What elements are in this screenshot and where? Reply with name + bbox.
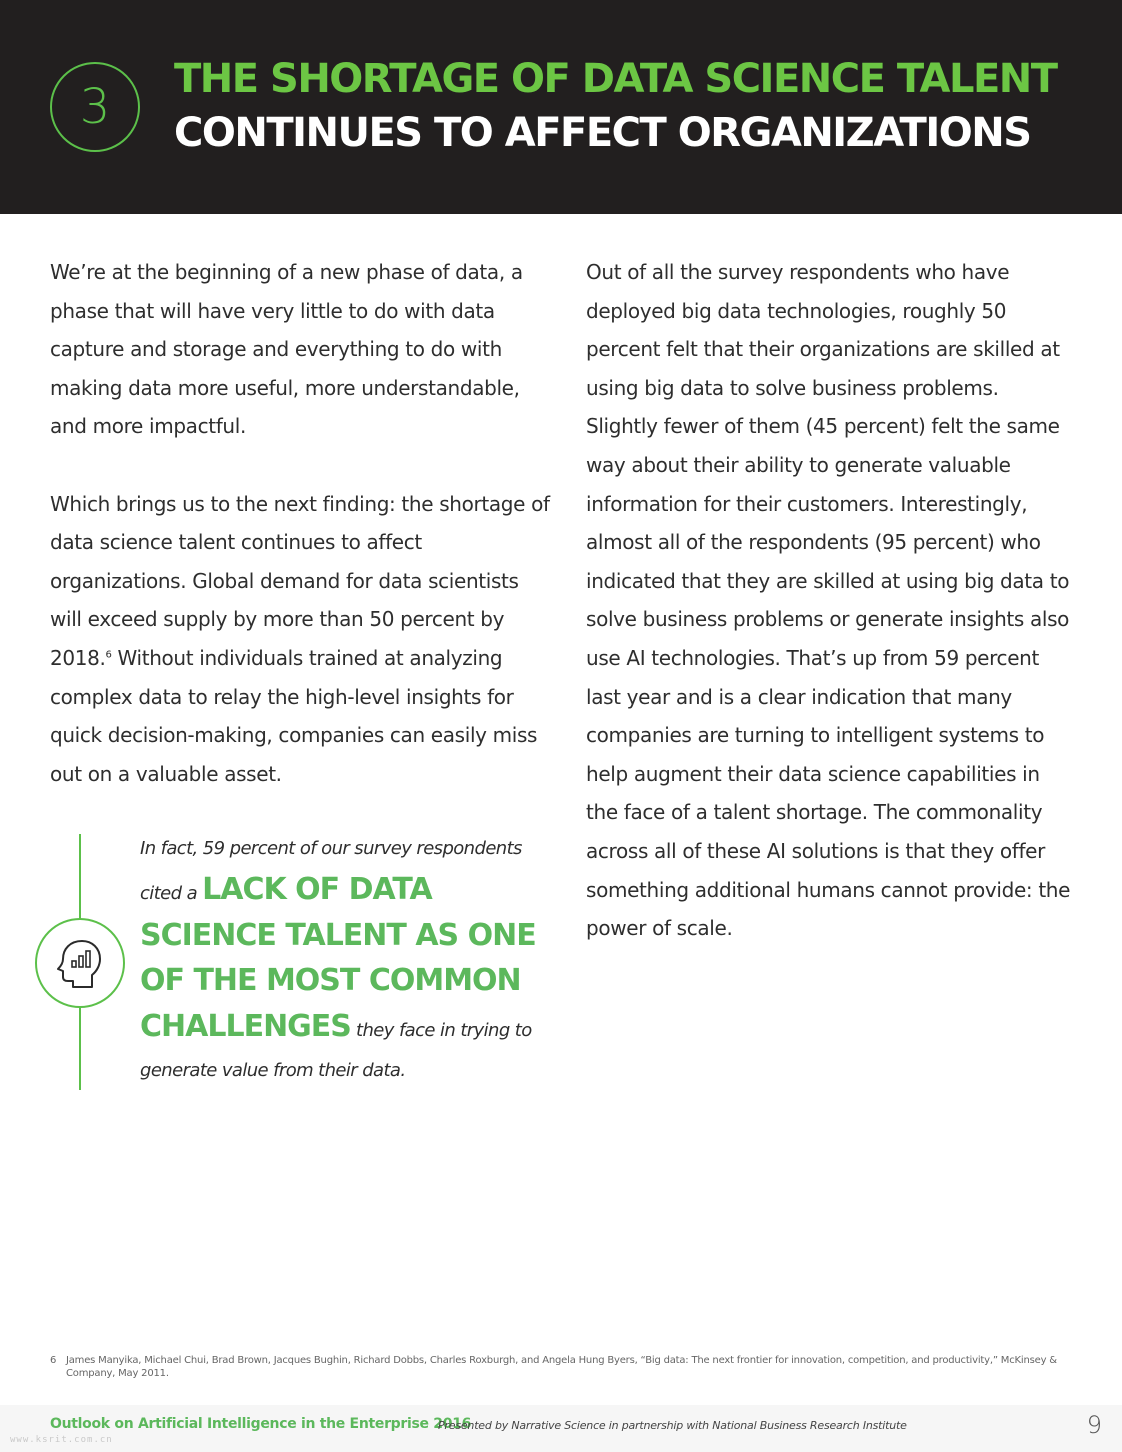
left-paragraph-2: [50, 485, 550, 794]
left-column: [50, 253, 550, 793]
footnote-reference[interactable]: 6: [105, 649, 112, 661]
callout-last-line: generate value from their data.: [140, 1060, 406, 1081]
left-paragraph-1: We’re at the beginning of a new phase of data, a phase that will have very little to do with data capture and storage and everything to do with making data more useful, more understandable, and more impactful.: [50, 260, 523, 439]
footnote-text: James Manyika, Michael Chui, Brad Brown, Jacques Bughin, Richard Dobbs, Charles Roxburgh, and Angela Hung Byers, “Big data: The next frontier for innovation, competition, and productivity,” McKinsey & Company, May 2011.: [66, 1355, 1057, 1379]
page-footer: [0, 1405, 1122, 1452]
footnote: [50, 1354, 1060, 1380]
callout-line-5: [140, 1009, 532, 1044]
footnote-number: 6: [50, 1355, 57, 1366]
callout-line-1: In fact, 59 percent of our survey respondents: [140, 838, 522, 859]
footer-subtitle: Presented by Narrative Science in partnership with National Business Research Institute: [438, 1419, 907, 1432]
page-header: [0, 0, 1122, 214]
head-with-bar-chart-icon: [35, 918, 125, 1008]
callout-highlight-3: OF THE MOST COMMON: [140, 963, 521, 998]
right-paragraph-1: Out of all the survey respondents who have deployed big data technologies, roughly 50 percent felt that their organizations are skilled at using big data to solve business problems. Slightly fewer of them (45 percent) felt the same way about their ability to generate valuable information for their customers. Interestingly, almost all of the respondents (95 percent) who indicated that they are skilled at using big data to solve business problems or generate insights also use AI technologies. That’s up from 59 percent last year and is a clear indication that many companies are turning to intelligent systems to help augment their data science capabilities in the face of a talent shortage. The commonality across all of these AI solutions is that they offer something additional humans cannot provide: the power of scale.: [586, 260, 1071, 941]
callout-highlight-2: SCIENCE TALENT AS ONE: [140, 918, 536, 953]
right-column: [586, 253, 1076, 948]
footer-title: Outlook on Artificial Intelligence in the Enterprise 2016: [50, 1416, 472, 1432]
page-title-line1: THE SHORTAGE OF DATA SCIENCE TALENT: [174, 56, 1057, 102]
watermark: www.ksrit.com.cn: [10, 1435, 113, 1445]
callout-highlight-4: CHALLENGES: [140, 1009, 351, 1044]
page-number: 9: [1086, 1411, 1102, 1439]
callout-highlight-1: LACK OF DATA: [202, 872, 432, 907]
left-paragraph-2-text-b: Without individuals trained at analyzing complex data to relay the high-level insights for quick decision-making, companies can easily miss out on a valuable asset.: [50, 645, 538, 786]
callout-post-highlight: they face in trying to: [350, 1020, 532, 1041]
callout-line-2: [140, 872, 432, 907]
section-number-badge: 3: [50, 62, 140, 152]
page-title-line2: CONTINUES TO AFFECT ORGANIZATIONS: [174, 110, 1031, 156]
head-chart-icon-svg: [52, 935, 108, 991]
left-paragraph-2-text-a: Which brings us to the next finding: the shortage of data science talent continues to affect organizations. Global demand for data scientists will exceed supply by more than 50 percent by 2018.: [50, 491, 550, 670]
callout-pre-highlight: cited a: [140, 883, 203, 904]
